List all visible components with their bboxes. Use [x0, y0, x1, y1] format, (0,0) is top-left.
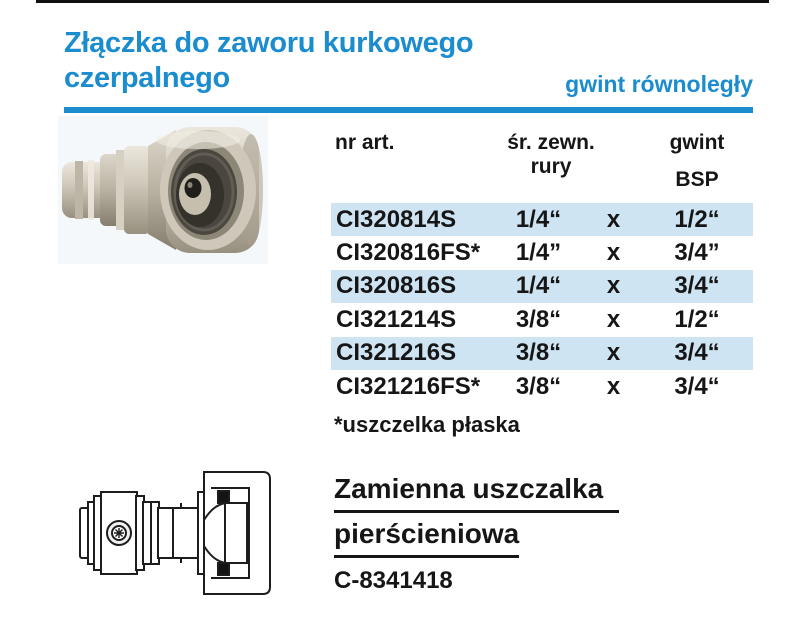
cell-bsp: 1/2“ — [674, 205, 720, 233]
replacement-part-number: C-8341418 — [334, 567, 453, 594]
cell-sep: x — [606, 372, 621, 400]
table-row — [331, 236, 753, 269]
cell-pipe: 1/4“ — [515, 272, 562, 300]
top-border-line — [36, 0, 769, 3]
cell-bsp: 1/2“ — [674, 305, 720, 333]
cell-sep: x — [606, 205, 621, 233]
table-header-row2 — [331, 168, 753, 203]
cell-sep: x — [606, 339, 621, 367]
cell-bsp: 3/4“ — [674, 339, 720, 367]
cell-sep: x — [606, 239, 621, 267]
cell-sep: x — [606, 305, 621, 333]
cell-pipe: 1/4“ — [515, 205, 562, 233]
title-divider-rule — [64, 107, 753, 113]
fittings-table — [331, 131, 753, 403]
header-thread-bsp: BSP — [675, 168, 719, 191]
replacement-heading-line1: Zamienna uszczalka — [334, 468, 619, 513]
cell-sep: x — [606, 272, 621, 300]
cell-pipe: 3/8“ — [515, 305, 562, 333]
page-title-line2: czerpalnego — [64, 62, 230, 94]
table-row — [331, 270, 753, 303]
product-photo — [58, 116, 268, 264]
cell-art: CI320814S — [336, 205, 457, 233]
table-row — [331, 303, 753, 336]
cell-art: CI321216S — [336, 339, 457, 367]
cell-bsp: 3/4“ — [674, 272, 720, 300]
cell-art: CI321214S — [336, 305, 457, 333]
table-row — [331, 370, 753, 403]
header-art-number: nr art. — [335, 131, 395, 154]
thread-type-label: gwint równoległy — [565, 71, 753, 97]
table-row — [331, 203, 753, 236]
cell-art: CI320816S — [336, 272, 457, 300]
replacement-heading-line2: pierścieniowa — [334, 513, 619, 558]
cell-art: CI321216FS* — [336, 372, 481, 400]
cell-pipe: 3/8“ — [515, 339, 562, 367]
cell-art: CI320816FS* — [336, 239, 481, 267]
technical-drawing — [75, 462, 275, 604]
table-header-row — [331, 131, 753, 178]
cell-pipe: 1/4” — [515, 239, 562, 267]
page-title-line1: Złączka do zaworu kurkowego — [64, 27, 474, 59]
header-pipe-od: śr. zewn. rury — [507, 131, 595, 178]
table-row — [331, 337, 753, 370]
cell-bsp: 3/4” — [674, 239, 720, 267]
cell-pipe: 3/8“ — [515, 372, 562, 400]
cell-bsp: 3/4“ — [674, 372, 720, 400]
replacement-gasket-block — [334, 468, 619, 595]
header-thread: gwint — [669, 131, 725, 154]
table-footnote: *uszczelka płaska — [334, 412, 520, 437]
